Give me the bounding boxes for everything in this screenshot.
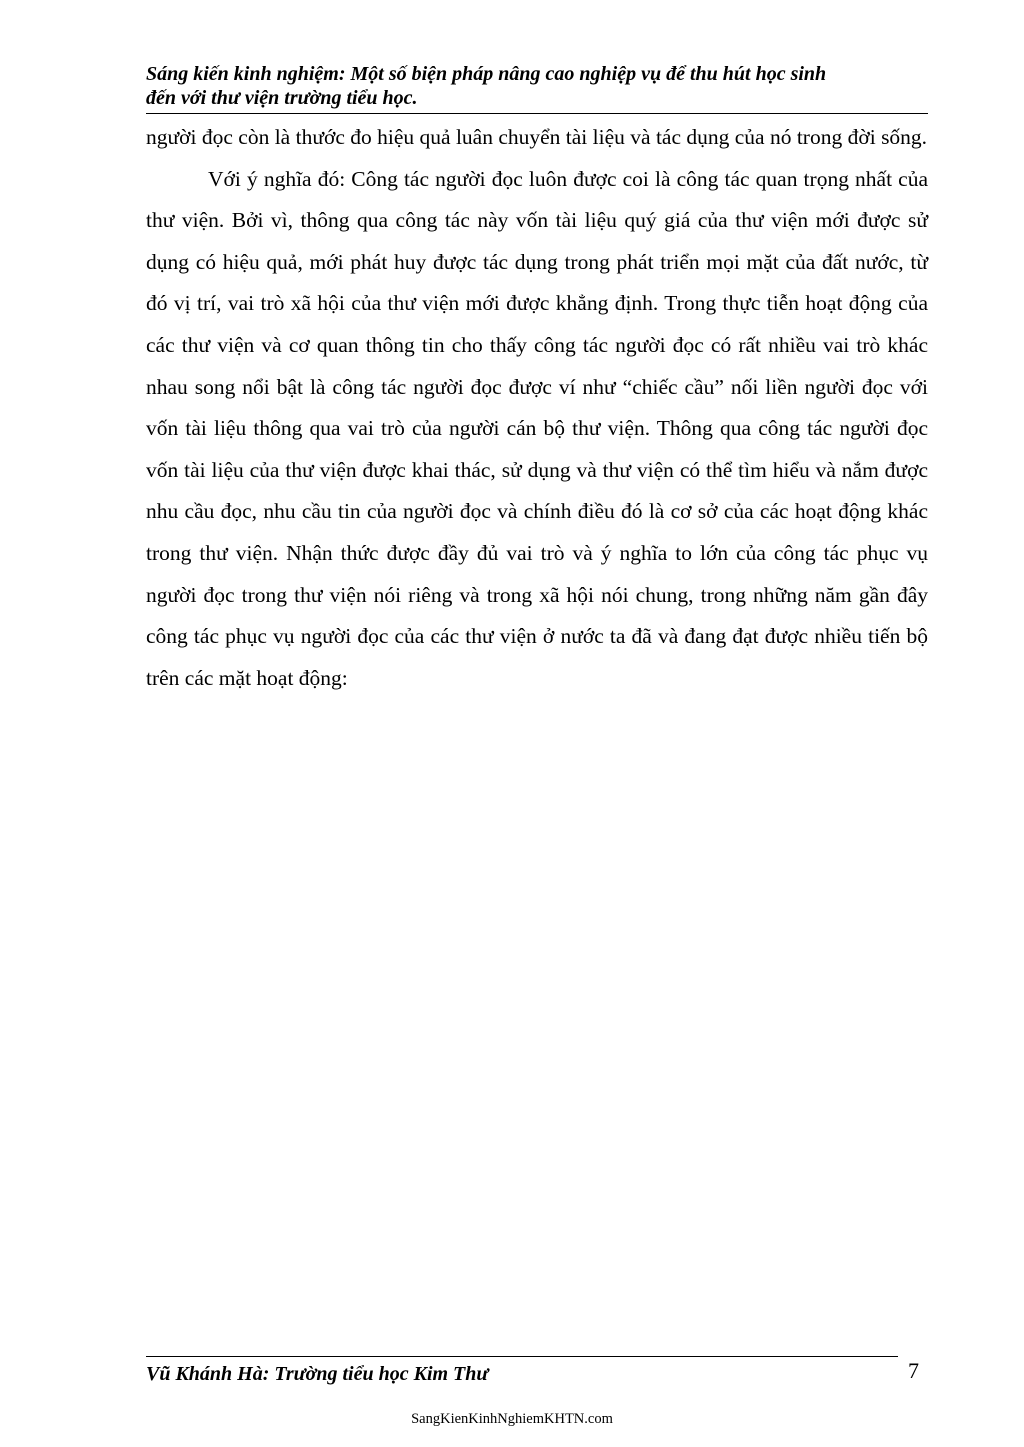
paragraph-main: Với ý nghĩa đó: Công tác người đọc luôn được coi là công tác quan trọng nhất của thư viện. Bởi vì, thông qua công tác này vốn tài liệu quý giá của thư viện mới được sử dụng có hiệu quả, mới phát huy được tác dụng trong phát triển mọi mặt của đất nước, từ đó vị trí, vai trò xã hội của thư viện mới được khẳng định. Trong thực tiễn hoạt động của các thư viện và cơ quan thông tin cho thấy công tác người đọc có rất nhiều vai trò khác nhau song nổi bật là công tác người đọc được ví như “chiếc cầu” nối liền người đọc với vốn tài liệu thông qua vai trò của người cán bộ thư viện. Thông qua công tác người đọc vốn tài liệu của thư viện được khai thác, sử dụng và thư viện có thể tìm hiểu và nắm được nhu cầu đọc, nhu cầu tin của người đọc và chính điều đó là cơ sở của các hoạt động khác trong thư viện. Nhận thức được đầy đủ vai trò và ý nghĩa to lớn của công tác phục vụ người đọc trong thư viện nói riêng và trong xã hội nói chung, trong những năm gần đây công tác phục vụ người đọc của các thư viện ở nước ta đã và đang đạt được nhiều tiến bộ trên các mặt hoạt động:	[146, 166, 928, 690]
footer-author: Vũ Khánh Hà: Trường tiểu học Kim Thư	[146, 1363, 489, 1385]
paragraph-continuation: người đọc còn là thước đo hiệu quả luân chuyển tài liệu và tác dụng của nó trong đời sống.	[146, 125, 928, 149]
document-body	[146, 117, 928, 699]
page-header	[146, 62, 928, 110]
watermark-text: SangKienKinhNghiemKHTN.com	[411, 1411, 613, 1427]
header-title-line-2: đến với thư viện trường tiểu học.	[146, 87, 418, 109]
footer-divider	[146, 1356, 898, 1357]
header-title-line-1: Sáng kiến kinh nghiệm: Một số biện pháp nâng cao nghiệp vụ để thu hút học sinh	[146, 63, 827, 85]
page-number: 7	[908, 1358, 919, 1383]
header-divider	[146, 113, 928, 114]
